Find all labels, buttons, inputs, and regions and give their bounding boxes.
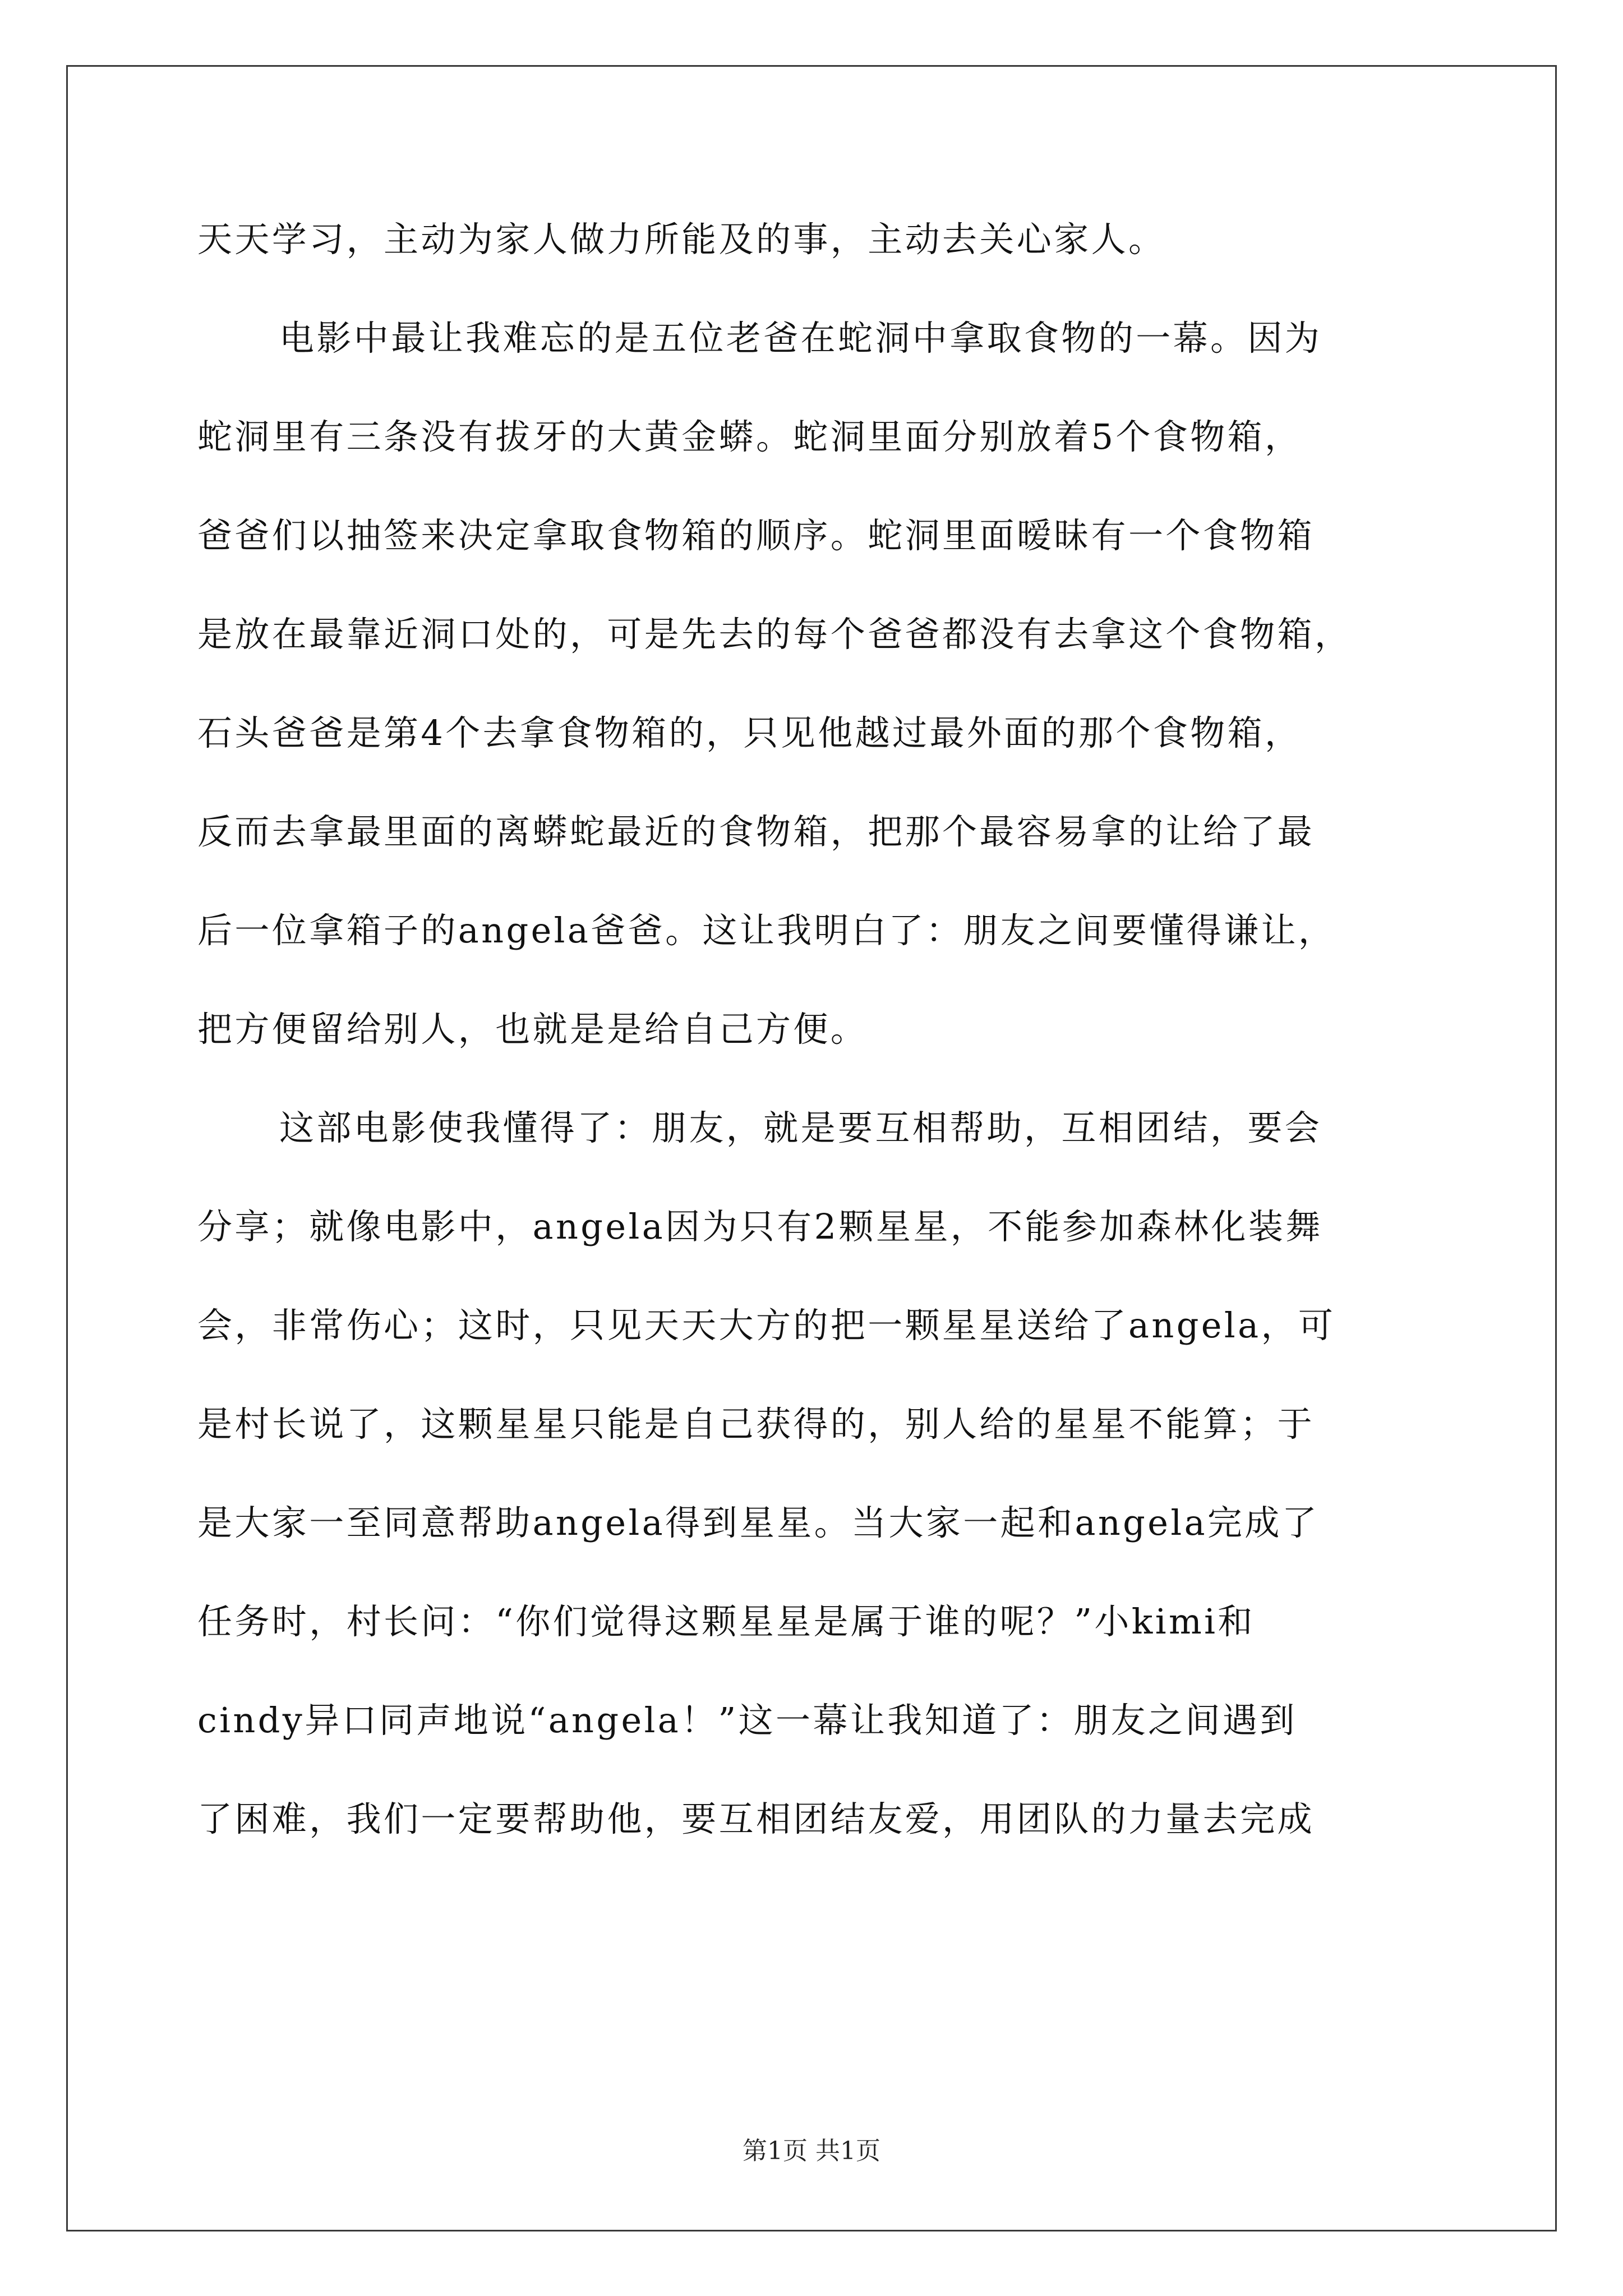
text-line: 是放在最靠近洞口处的，可是先去的每个爸爸都没有去拿这个食物箱， <box>197 614 1352 655</box>
text-line: 分享；就像电影中，angela因为只有2颗星星，不能参加森林化装舞 <box>197 1206 1323 1247</box>
text-line: 了困难，我们一定要帮助他，要互相团结友爱，用团队的力量去完成 <box>197 1798 1315 1839</box>
text-line: cindy异口同声地说“angela！”这一幕让我知道了：朋友之间遇到 <box>197 1700 1297 1741</box>
page-footer: 第1页 共1页 <box>743 2137 880 2165</box>
text-line: 把方便留给别人，也就是是给自己方便。 <box>197 1009 868 1050</box>
text-line: 是大家一至同意帮助angela得到星星。当大家一起和angela完成了 <box>197 1502 1320 1543</box>
text-line: 后一位拿箱子的angela爸爸。这让我明白了：朋友之间要懂得谦让， <box>197 910 1336 951</box>
text-line: 蛇洞里有三条没有拔牙的大黄金蟒。蛇洞里面分别放着5个食物箱， <box>197 416 1302 457</box>
text-line: 是村长说了，这颗星星只能是自己获得的，别人给的星星不能算；于 <box>197 1404 1315 1444</box>
text-line: 爸爸们以抽签来决定拿取食物箱的顺序。蛇洞里面暧昧有一个食物箱 <box>197 515 1315 556</box>
paragraph-first-line: 电影中最让我难忘的是五位老爸在蛇洞中拿取食物的一幕。因为 <box>279 318 1322 358</box>
text-line: 石头爸爸是第4个去拿食物箱的，只见他越过最外面的那个食物箱， <box>197 712 1302 753</box>
text-line: 天天学习，主动为家人做力所能及的事，主动去关心家人。 <box>197 219 1166 260</box>
text-line: 会，非常伤心；这时，只见天天大方的把一颗星星送给了angela，可 <box>197 1305 1336 1346</box>
paragraph-first-line: 这部电影使我懂得了：朋友，就是要互相帮助，互相团结，要会 <box>279 1107 1322 1148</box>
text-line: 任务时，村长问：“你们觉得这颗星星是属于谁的呢？”小kimi和 <box>197 1601 1255 1642</box>
body-text <box>197 213 1459 1892</box>
text-line: 反而去拿最里面的离蟒蛇最近的食物箱，把那个最容易拿的让给了最 <box>197 811 1315 852</box>
